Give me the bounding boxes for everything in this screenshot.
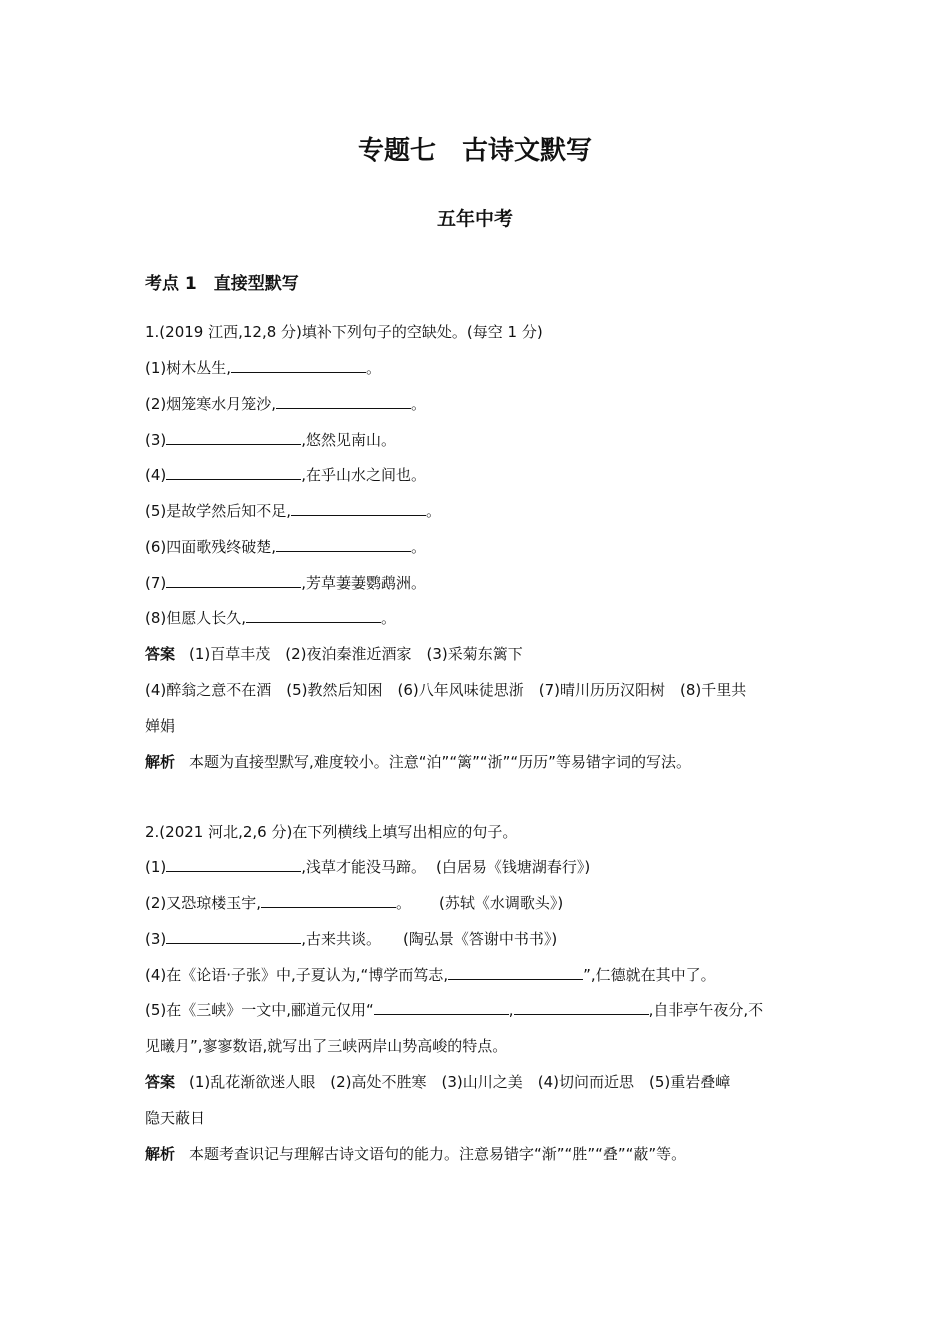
- source-citation: (陶弘景《答谢中书书》): [403, 930, 558, 948]
- q1-item-4: (4) ,在乎山水之间也。: [145, 466, 427, 484]
- q1-item-3: (3) ,悠然见南山。: [145, 431, 397, 449]
- answer-blank: [374, 1000, 509, 1015]
- q1-answer: 答案 (1)百草丰茂 (2)夜泊秦淮近酒家 (3)采菊东篱下: [145, 645, 523, 663]
- answer-blank: [276, 394, 411, 409]
- answer-blank: [166, 573, 301, 588]
- analysis-label: 解析: [145, 753, 176, 771]
- answer-blank: [448, 965, 583, 980]
- q2-analysis: 解析 本题考查识记与理解古诗文语句的能力。注意易错字“渐”“胜”“叠”“蔽”等。: [145, 1145, 687, 1163]
- q2-item-5-cont: 见曦月”,寥寥数语,就写出了三峡两岸山势高峻的特点。: [145, 1037, 508, 1055]
- q1-analysis: 解析 本题为直接型默写,难度较小。注意“泊”“篱”“浙”“历历”等易错字词的写法。: [145, 753, 691, 771]
- q1-answer-line3: 婵娟: [145, 717, 176, 735]
- answer-blank: [276, 537, 411, 552]
- q2-item-1: (1) ,浅草才能没马蹄。 (白居易《钱塘湖春行》): [145, 858, 591, 876]
- q2-stem: 2.(2021 河北,2,6 分)在下列横线上填写出相应的句子。: [145, 823, 518, 841]
- section-heading: 考点 1 直接型默写: [145, 274, 299, 294]
- source-citation: (苏轼《水调歌头》): [439, 894, 564, 912]
- q2-answer-line2: 隐天蔽日: [145, 1109, 206, 1127]
- q1-stem: 1.(2019 江西,12,8 分)填补下列句子的空缺处。(每空 1 分): [145, 323, 543, 341]
- q1-item-5: (5)是故学然后知不足, 。: [145, 502, 442, 520]
- analysis-label: 解析: [145, 1145, 176, 1163]
- q1-item-7: (7) ,芳草萋萋鹦鹉洲。: [145, 574, 427, 592]
- source-citation: (白居易《钱塘湖春行》): [436, 858, 591, 876]
- q2-answer: 答案 (1)乱花渐欲迷人眼 (2)高处不胜寒 (3)山川之美 (4)切问而近思 (5)重岩叠嶂: [145, 1073, 731, 1091]
- answer-blank: [166, 929, 301, 944]
- q2-item-5: (5)在《三峡》一文中,郦道元仅用“ , ,自非亭午夜分,不: [145, 1001, 764, 1019]
- q1-item-1: (1)树木丛生, 。: [145, 359, 382, 377]
- q1-answer-line2: (4)醉翁之意不在酒 (5)教然后知困 (6)八年风味徒思浙 (7)晴川历历汉阳树 (8)千里共: [145, 681, 747, 699]
- answer-blank: [166, 465, 301, 480]
- q2-item-4: (4)在《论语·子张》中,子夏认为,“博学而笃志, ”,仁德就在其中了。: [145, 966, 716, 984]
- q2-item-3: (3) ,古来共谈。 (陶弘景《答谢中书书》): [145, 930, 558, 948]
- page-subtitle: 五年中考: [436, 208, 513, 230]
- page-title: 专题七 古诗文默写: [357, 136, 592, 166]
- q1-item-8: (8)但愿人长久, 。: [145, 609, 397, 627]
- answer-blank: [231, 358, 366, 373]
- answer-blank: [166, 857, 301, 872]
- answer-blank: [261, 893, 396, 908]
- answer-blank: [514, 1000, 649, 1015]
- q1-item-6: (6)四面歌残终破楚, 。: [145, 538, 427, 556]
- answer-label: 答案: [145, 1073, 176, 1091]
- answer-blank: [291, 501, 426, 516]
- q1-item-2: (2)烟笼寒水月笼沙, 。: [145, 395, 427, 413]
- answer-blank: [166, 430, 301, 445]
- q2-item-2: (2)又恐琼楼玉宇, 。 (苏轼《水调歌头》): [145, 894, 564, 912]
- answer-blank: [246, 608, 381, 623]
- answer-label: 答案: [145, 645, 176, 663]
